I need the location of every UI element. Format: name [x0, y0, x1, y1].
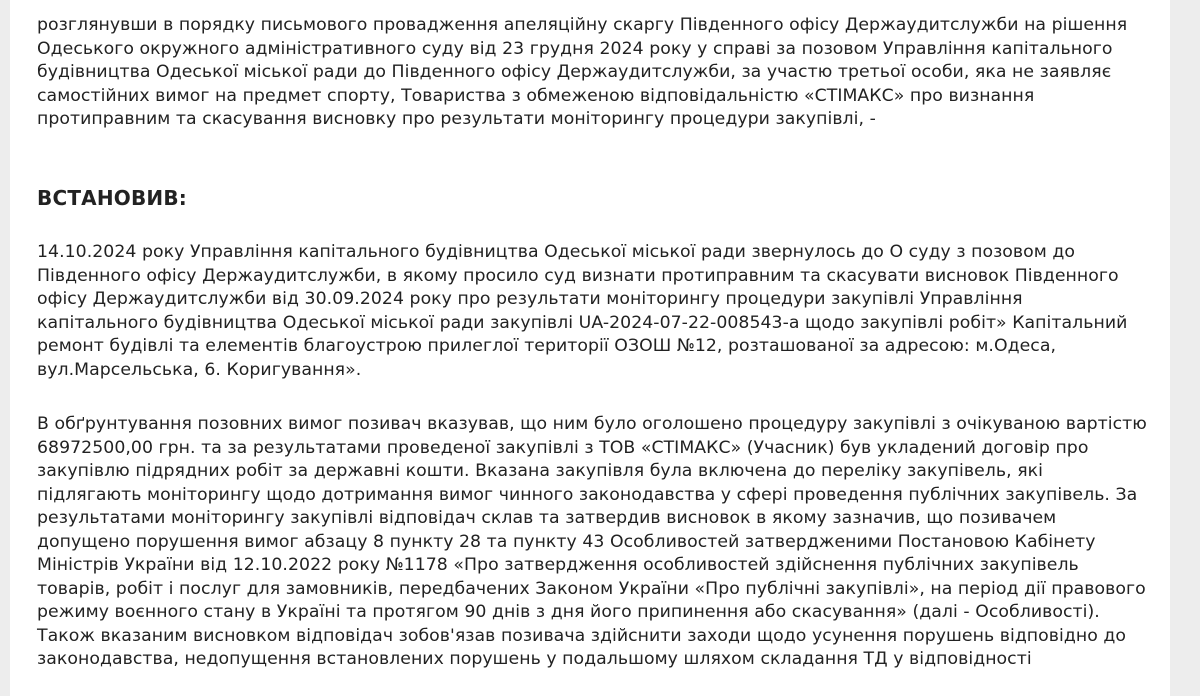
section-heading: ВСТАНОВИВ:: [37, 186, 188, 210]
document-page: [10, 0, 1170, 696]
right-margin: [1170, 0, 1200, 696]
claim-paragraph: 14.10.2024 року Управління капітального будівництва Одеської міської ради звернулось до О суду з позовом до Південного офісу Держаудитслужби, в якому просило суд визнати протиправним та скасувати висновок Південного офісу Держаудитслужби від 30.09.2024 року про результати моніторингу процедури закупівлі Управління капітального будівництва Одеської міської ради закупівлі UA-2024-07-22-008543-а щодо закупівлі робіт» Капітальний ремонт будівлі та елементів благоустрою прилеглої території ОЗОШ №12, розташованої за адресою: м.Одеса, вул.Марсельська, 6. Коригування».: [37, 242, 1128, 380]
grounds-paragraph: В обґрунтування позовних вимог позивач вказував, що ним було оголошено процедуру закупівлі з очікуваною вартістю 68972500,00 грн. та за результатами проведеної закупівлі з ТОВ «СТІМАКС» (Учасник) був укладений договір про закупівлю підрядних робіт за державні кошти. Вказана закупівля була включена до переліку закупівель, які підлягають моніторингу щодо дотримання вимог чинного законодавства у сфері проведення публічних закупівель. За результатами моніторингу закупівлі відповідач склав та затвердив висновок в якому зазначив, що позивачем допущено порушення вимог абзацу 8 пункту 28 та пункту 43 Особливостей затвердженими Постановою Кабінету Міністрів України від 12.10.2022 року №1178 «Про затвердження особливостей здійснення публічних закупівель товарів, робіт і послуг для замовників, передбачених Законом України «Про публічні закупівлі», на період дії правового режиму воєнного стану в Україні та протягом 90 днів з дня його припинення або скасування» (далі - Особливості). Також вказаним висновком відповідач зобов'язав позивача здійснити заходи щодо усунення порушень відповідно до законодавства, недопущення встановлених порушень у подальшому шляхом складання ТД у відповідності: [37, 414, 1147, 669]
intro-paragraph: розглянувши в порядку письмового провадження апеляційну скаргу Південного офісу Держаудитслужби на рішення Одеського окружного адміністративного суду від 23 грудня 2024 року у справі за позовом Управління капітального будівництва Одеської міської ради до Південного офісу Держаудитслужби, за участю третьої особи, яка не заявляє самостійних вимог на предмет спорту, Товариства з обмеженою відповідальністю «СТІМАКС» про визнання протиправним та скасування висновку про результати моніторингу процедури закупівлі, -: [37, 15, 1128, 129]
